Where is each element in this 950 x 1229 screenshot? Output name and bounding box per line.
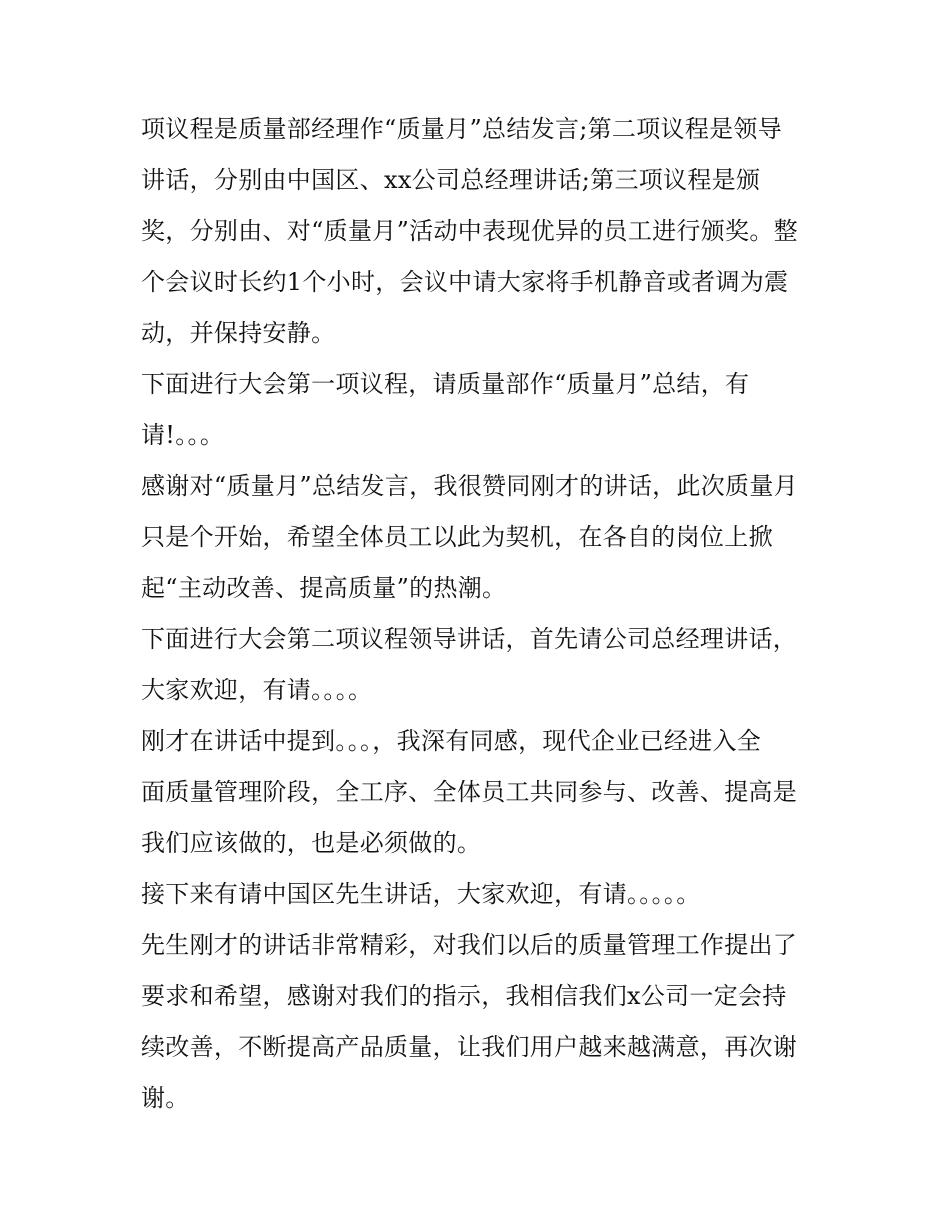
text-line: 讲话，分别由中国区、xx公司总经理讲话;第三项议程是颁 (141, 166, 761, 194)
text-line: 个会议时长约1个小时，会议中请大家将手机静音或者调为震 (141, 268, 789, 296)
text-line: 动，并保持安静。 (141, 319, 336, 347)
paragraph-first-agenda (141, 359, 813, 461)
document-body (141, 104, 813, 1124)
paragraph-response-manager (141, 716, 813, 869)
paragraph-second-agenda (141, 614, 813, 716)
text-line: 先生刚才的讲话非常精彩，对我们以后的质量管理工作提出了 (141, 931, 798, 959)
text-line: 面质量管理阶段，全工序、全体员工共同参与、改善、提高是 (141, 778, 798, 806)
paragraph-agenda-intro (141, 104, 813, 359)
text-line: 大家欢迎，有请。。。。 (141, 676, 373, 704)
text-line: 感谢对“质量月”总结发言，我很赞同刚才的讲话，此次质量月 (141, 472, 798, 500)
text-line: 项议程是质量部经理作“质量月”总结发言;第二项议程是领导 (141, 115, 783, 143)
text-line: 刚才在讲话中提到。。。，我深有同感，现代企业已经进入全 (141, 727, 762, 755)
text-line: 谢。 (141, 1084, 190, 1112)
text-line: 接下来有请中国区先生讲话，大家欢迎，有请。。。。。 (141, 880, 701, 908)
text-line: 请!。。。 (141, 421, 225, 449)
text-line: 只是个开始，希望全体员工以此为契机，在各自的岗位上掀 (141, 523, 773, 551)
paragraph-thanks-summary (141, 461, 813, 614)
text-line: 下面进行大会第二项议程领导讲话，首先请公司总经理讲话， (141, 625, 798, 653)
text-line: 奖，分别由、对“质量月”活动中表现优异的员工进行颁奖。整 (141, 217, 798, 245)
paragraph-closing-thanks (141, 920, 813, 1124)
text-line: 续改善，不断提高产品质量，让我们用户越来越满意，再次谢 (141, 1033, 798, 1061)
paragraph-next-speaker (141, 869, 813, 920)
text-line: 起“主动改善、提高质量”的热潮。 (141, 574, 507, 602)
text-line: 下面进行大会第一项议程，请质量部作“质量月”总结，有 (141, 370, 750, 398)
text-line: 要求和希望，感谢对我们的指示，我相信我们x公司一定会持 (141, 982, 787, 1010)
text-line: 我们应该做的，也是必须做的。 (141, 829, 482, 857)
